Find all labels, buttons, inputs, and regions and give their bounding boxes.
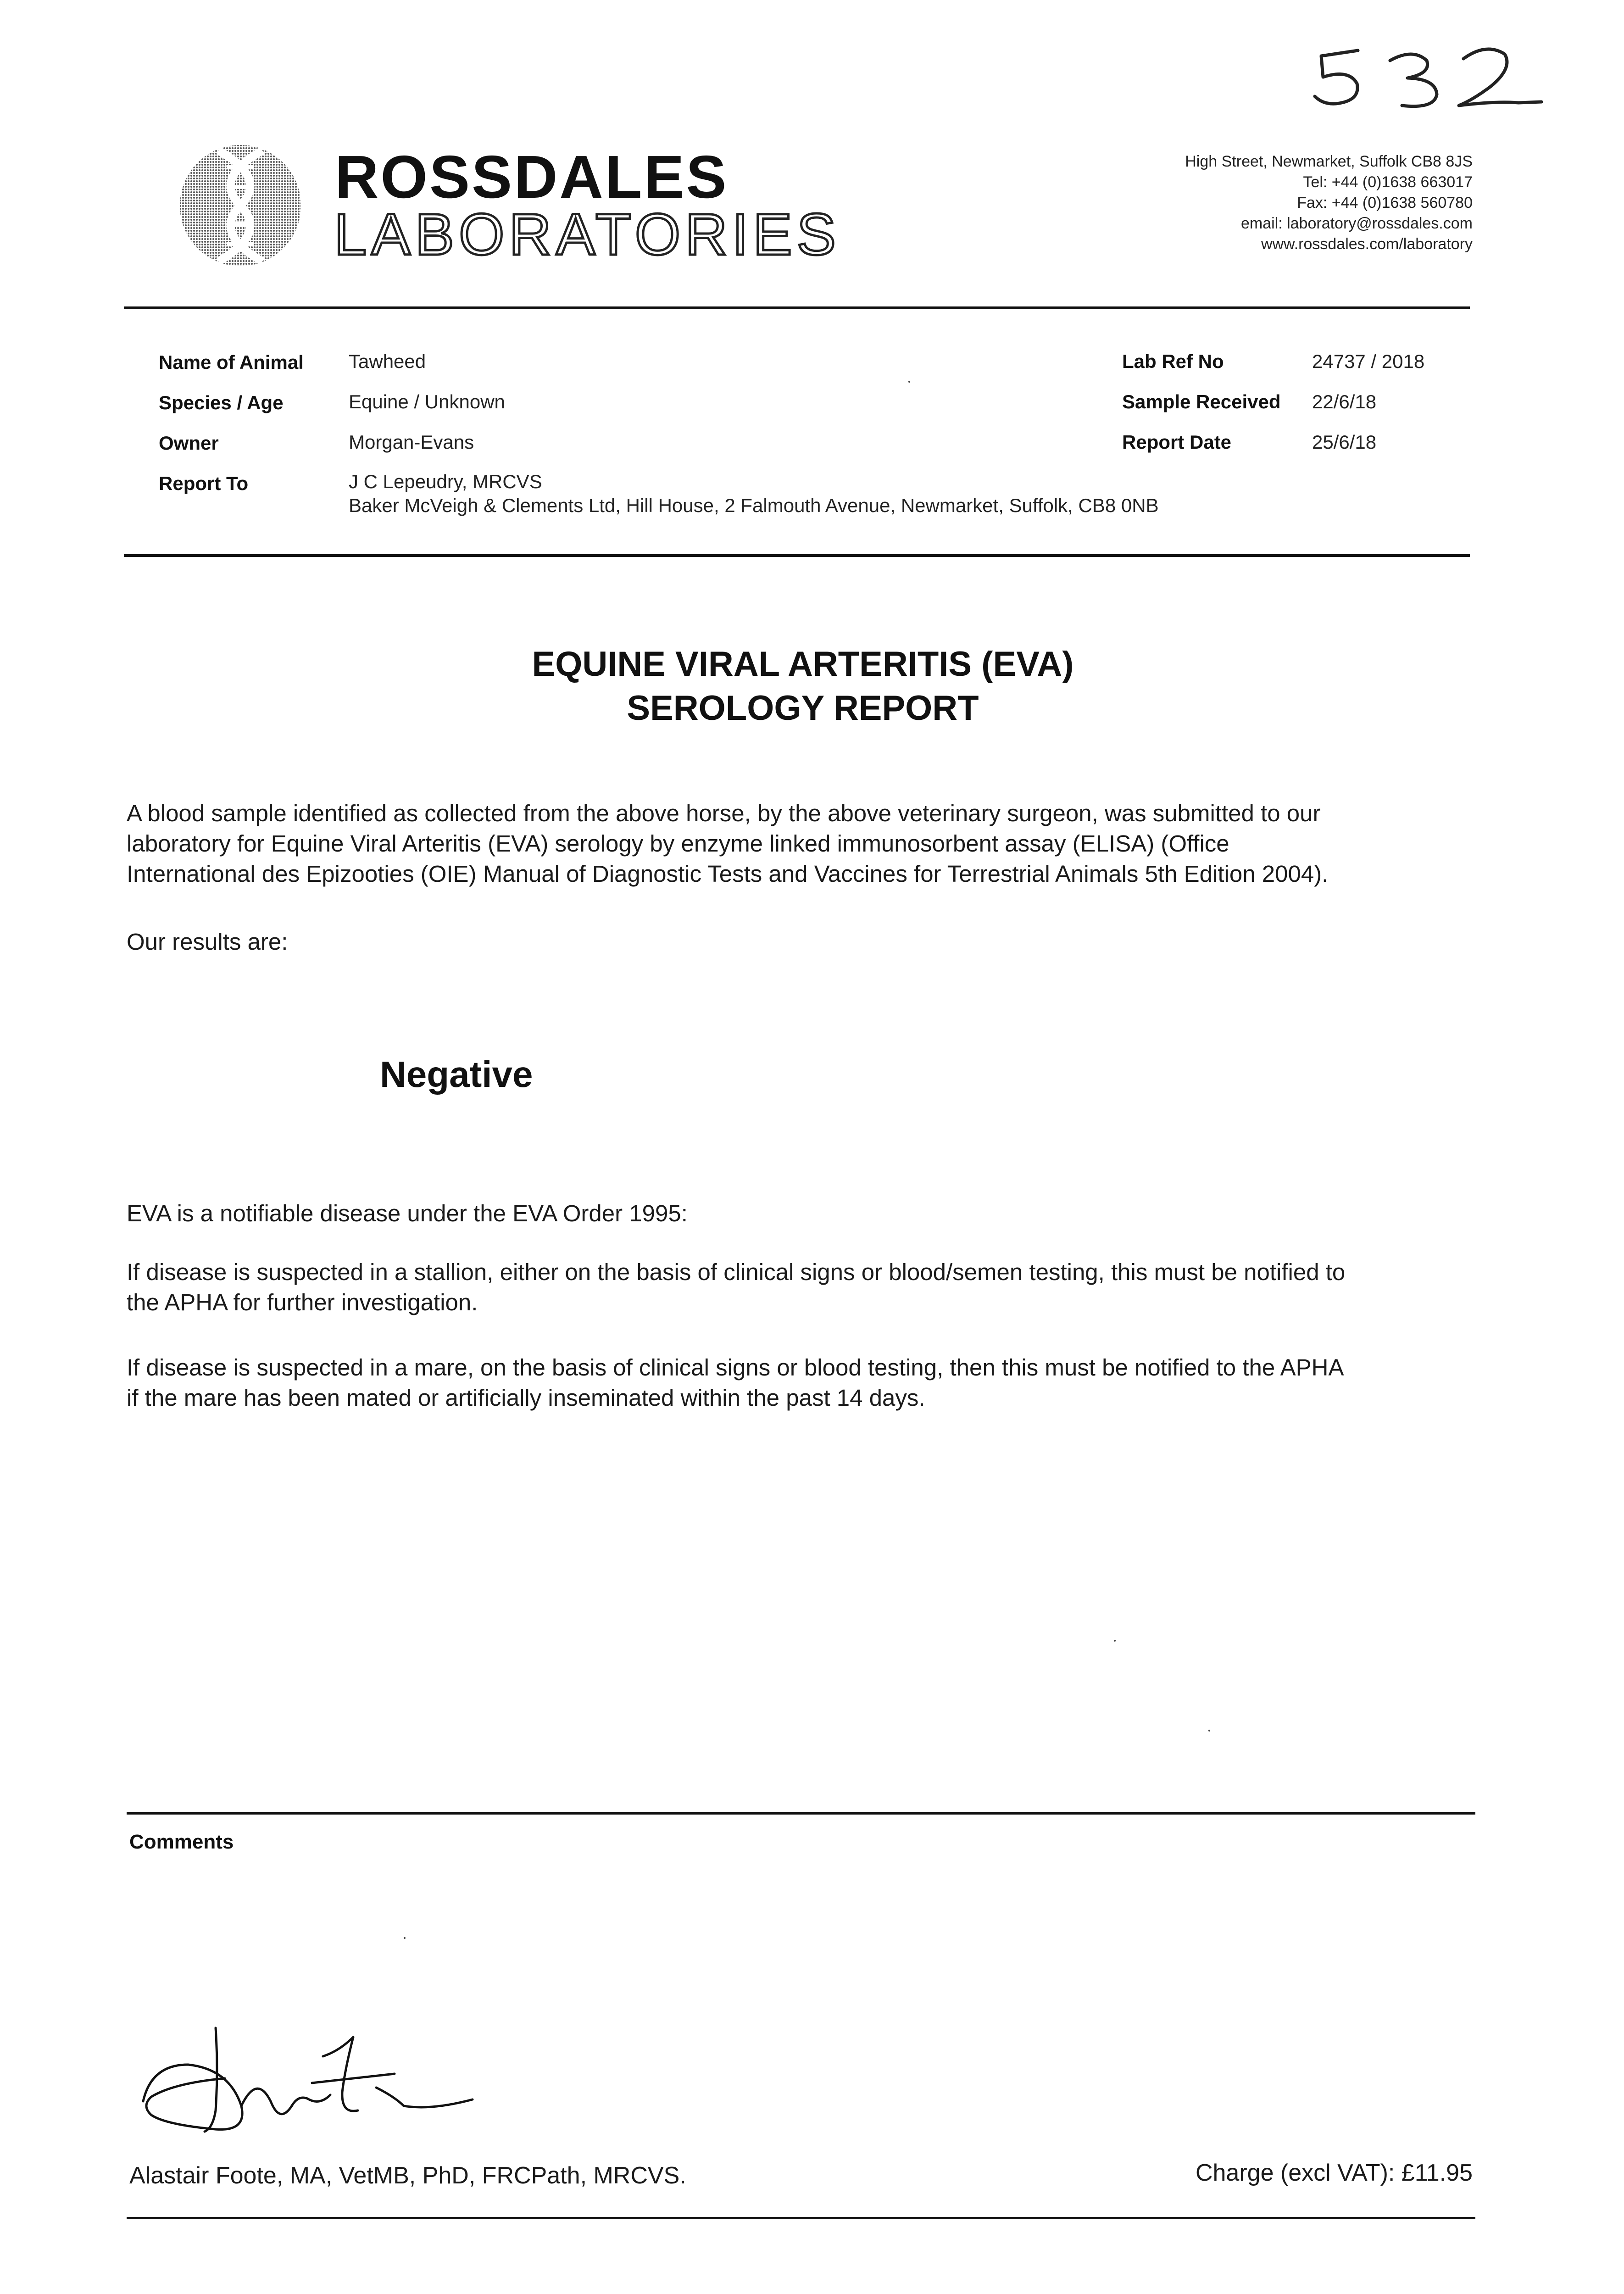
scan-speck [908,381,910,383]
report-date-value: 25/6/18 [1312,431,1377,453]
signatory-name: Alastair Foote, MA, VetMB, PhD, FRCPath, MRCVS. [129,2162,686,2189]
stallion-paragraph [127,1257,1503,1318]
address-tel: Tel: +44 (0)1638 663017 [1303,173,1473,191]
address-street: High Street, Newmarket, Suffolk CB8 8JS [1185,153,1473,170]
address-fax: Fax: +44 (0)1638 560780 [1297,194,1473,212]
scan-speck [1114,1640,1116,1642]
stallion-line: If disease is suspected in a stallion, either on the basis of clinical signs or blood/semen testing, this must be notified to [127,1259,1346,1285]
intro-line: laboratory for Equine Viral Arteritis (EVA) serology by enzyme linked immunosorbent assay (ELISA) (Office [127,830,1229,857]
handwritten-page-number [1303,32,1560,115]
species-age-value: Equine / Unknown [349,391,505,412]
owner-value: Morgan-Evans [349,431,474,453]
charge-amount: Charge (excl VAT): £11.95 [1195,2160,1473,2186]
notifiable-notice: EVA is a notifiable disease under the EVA Order 1995: [127,1200,688,1226]
name-of-animal-label: Name of Animal [159,351,304,373]
report-to-vet: J C Lepeudry, MRCVS [349,471,542,492]
comments-divider [127,1812,1475,1815]
lab-address [1185,151,1473,255]
intro-paragraph [127,798,1503,889]
brand-subtitle: LABORATORIES [334,202,840,267]
report-to-label: Report To [159,473,249,494]
brand-name: ROSSDALES [335,143,729,211]
scan-speck [404,1937,406,1939]
signature [138,2014,486,2152]
owner-label: Owner [159,432,219,454]
intro-line: International des Epizooties (OIE) Manual of Diagnostic Tests and Vaccines for Terrestrial Animals 5th Edition 2004). [127,861,1329,887]
lab-ref-value: 24737 / 2018 [1312,351,1425,372]
name-of-animal-value: Tawheed [349,351,426,372]
header-divider [124,306,1470,309]
mare-paragraph [127,1353,1503,1413]
details-divider [124,554,1470,557]
address-web: www.rossdales.com/laboratory [1261,235,1473,253]
results-intro: Our results are: [127,929,288,955]
species-age-label: Species / Age [159,392,284,413]
scan-speck [1208,1730,1210,1732]
dna-helix-icon [176,141,305,270]
sample-received-value: 22/6/18 [1312,391,1377,412]
report-to-practice: Baker McVeigh & Clements Ltd, Hill House, 2 Falmouth Avenue, Newmarket, Suffolk, CB8 0NB [349,495,1159,516]
report-subtitle: SEROLOGY REPORT [627,689,979,728]
mare-line: If disease is suspected in a mare, on the basis of clinical signs or blood testing, then this must be notified to the APHA [127,1354,1344,1381]
intro-line: A blood sample identified as collected from the above horse, by the above veterinary surgeon, was submitted to our [127,800,1321,826]
address-email: email: laboratory@rossdales.com [1240,215,1473,232]
stallion-line: the APHA for further investigation. [127,1289,478,1315]
report-title: EQUINE VIRAL ARTERITIS (EVA) [532,645,1074,684]
comments-label: Comments [129,1831,234,1853]
mare-line: if the mare has been mated or artificially inseminated within the past 14 days. [127,1385,925,1411]
report-date-label: Report Date [1122,431,1232,453]
lab-ref-label: Lab Ref No [1122,351,1224,372]
test-result: Negative [380,1054,533,1095]
footer-divider [127,2217,1475,2219]
sample-received-label: Sample Received [1122,391,1281,412]
